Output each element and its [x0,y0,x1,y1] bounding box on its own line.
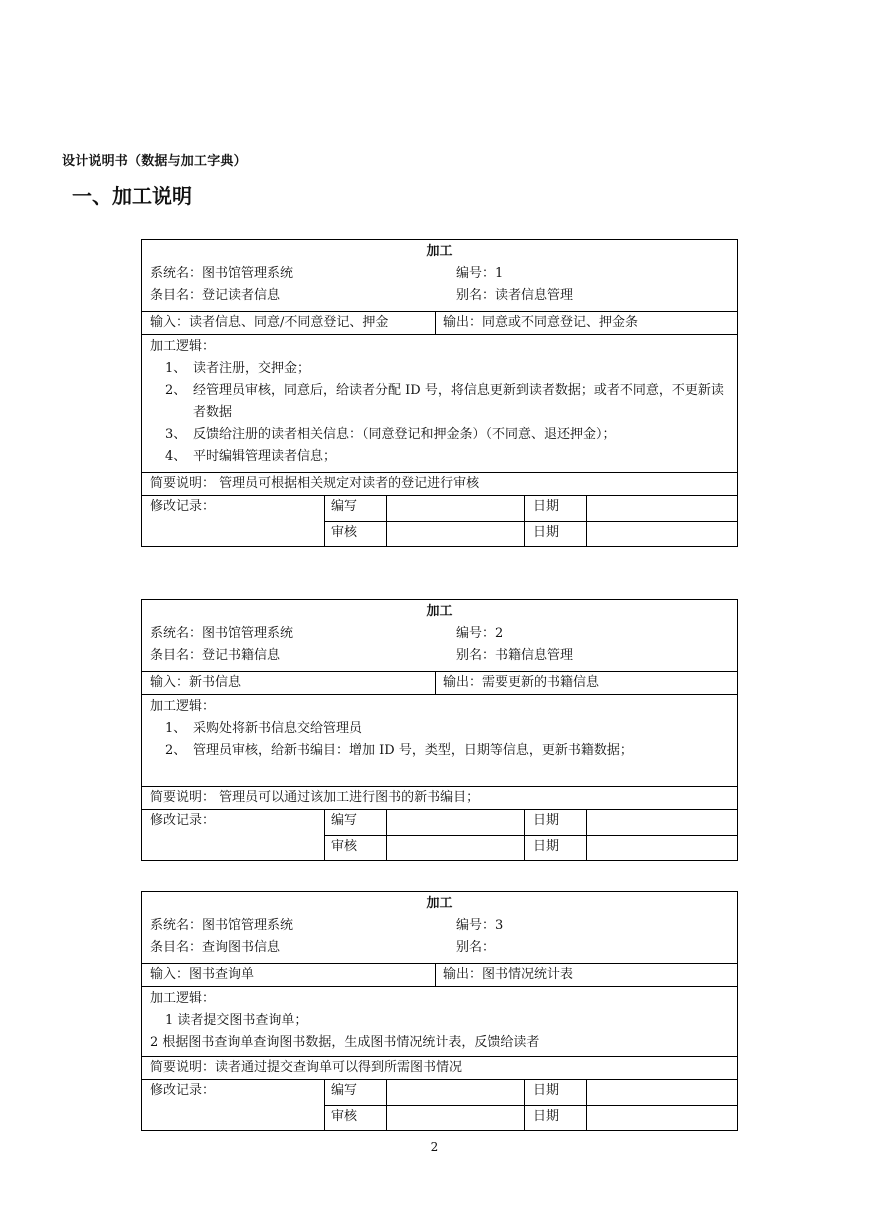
reviewer-label: 审核 [325,836,387,860]
date-value [587,1106,737,1130]
output-cell: 输出：需要更新的书籍信息 [443,675,600,690]
output-cell: 输出：同意或不同意登记、押金条 [443,315,639,330]
process-number: 编号：1 [456,266,504,281]
logic-step [150,446,729,468]
step-text: 采购处将新书信息交给管理员 [193,721,363,736]
brief-description: 简要说明： 管理员可根据相关规定对读者的登记进行审核 [142,473,737,496]
editor-value [387,496,525,521]
system-name: 系统名：图书馆管理系统 [150,918,294,933]
io-row [142,964,737,987]
output-cell: 输出：图书情况统计表 [443,967,574,982]
reviewer-label: 审核 [325,1106,387,1130]
date-label: 日期 [525,1080,587,1105]
card-title: 加工 [426,604,453,619]
step-text: 反馈给注册的读者相关信息：（同意登记和押金条）（不同意、退还押金）； [193,427,616,442]
logic-line: 1 读者提交图书查询单； [165,1013,308,1028]
editor-label: 编写 [325,496,387,521]
system-name: 系统名：图书馆管理系统 [150,266,294,281]
date-value [587,496,737,521]
logic-label: 加工逻辑： [150,699,216,714]
step-text: 平时编辑管理读者信息； [193,449,337,464]
revision-label: 修改记录： [142,1080,325,1130]
revision-label: 修改记录： [142,496,325,546]
entry-name: 条目名：登记书籍信息 [150,648,281,663]
alias-name: 别名：读者信息管理 [456,288,574,303]
logic-step [150,718,729,740]
revision-record [142,496,737,546]
input-cell: 输入：读者信息、同意/不同意登记、押金 [142,312,436,334]
process-card-1 [141,239,738,547]
logic-section [142,987,737,1057]
logic-label: 加工逻辑： [150,991,216,1006]
step-number: 1、 [165,361,187,376]
entry-name: 条目名：登记读者信息 [150,288,281,303]
step-text: 管理员审核，给新书编目：增加 ID 号，类型，日期等信息，更新书籍数据； [193,743,633,758]
logic-step [150,358,729,380]
process-number: 编号：2 [456,626,504,641]
date-label: 日期 [525,810,587,835]
revision-label: 修改记录： [142,810,325,860]
io-row [142,312,737,335]
logic-line: 2 根据图书查询单查询图书数据，生成图书情况统计表，反馈给读者 [150,1035,540,1050]
process-card-3 [141,891,738,1131]
revision-record [142,810,737,860]
reviewer-label: 审核 [325,522,387,546]
reviewer-value [387,522,525,546]
date-label: 日期 [525,522,587,546]
card-header [142,600,737,672]
date-label: 日期 [525,1106,587,1130]
step-number: 2、 [165,743,187,758]
reviewer-value [387,1106,525,1130]
editor-value [387,810,525,835]
date-value [587,522,737,546]
process-card-2 [141,599,738,861]
reviewer-value [387,836,525,860]
section-heading: 一、加工说明 [72,184,192,208]
logic-step [150,740,729,762]
step-text: 经管理员审核，同意后，给读者分配 ID 号，将信息更新到读者数据；或者不同意，不更新读者数据 [193,383,724,420]
alias-name: 别名： [456,940,496,955]
system-name: 系统名：图书馆管理系统 [150,626,294,641]
card-header [142,892,737,964]
process-number: 编号：3 [456,918,504,933]
card-title: 加工 [426,896,453,911]
card-header [142,240,737,312]
document-subtitle: 设计说明书（数据与加工字典） [62,154,247,169]
logic-step [150,380,729,424]
date-label: 日期 [525,496,587,521]
page-number: 2 [430,1140,439,1154]
brief-description: 简要说明：读者通过提交查询单可以得到所需图书情况 [142,1057,737,1080]
editor-label: 编写 [325,1080,387,1105]
editor-value [387,1080,525,1105]
logic-section [142,695,737,787]
io-row [142,672,737,695]
alias-name: 别名：书籍信息管理 [456,648,574,663]
brief-description: 简要说明： 管理员可以通过该加工进行图书的新书编目； [142,787,737,810]
editor-label: 编写 [325,810,387,835]
date-value [587,1080,737,1105]
step-number: 4、 [165,449,187,464]
date-value [587,810,737,835]
revision-record [142,1080,737,1130]
step-text: 读者注册，交押金； [193,361,311,376]
date-value [587,836,737,860]
input-cell: 输入：新书信息 [142,672,436,694]
input-cell: 输入：图书查询单 [142,964,436,986]
entry-name: 条目名：查询图书信息 [150,940,281,955]
logic-step [150,424,729,446]
step-number: 2、 [165,383,187,398]
step-number: 3、 [165,427,187,442]
card-title: 加工 [426,244,453,259]
date-label: 日期 [525,836,587,860]
logic-label: 加工逻辑： [150,339,216,354]
logic-section [142,335,737,473]
step-number: 1、 [165,721,187,736]
